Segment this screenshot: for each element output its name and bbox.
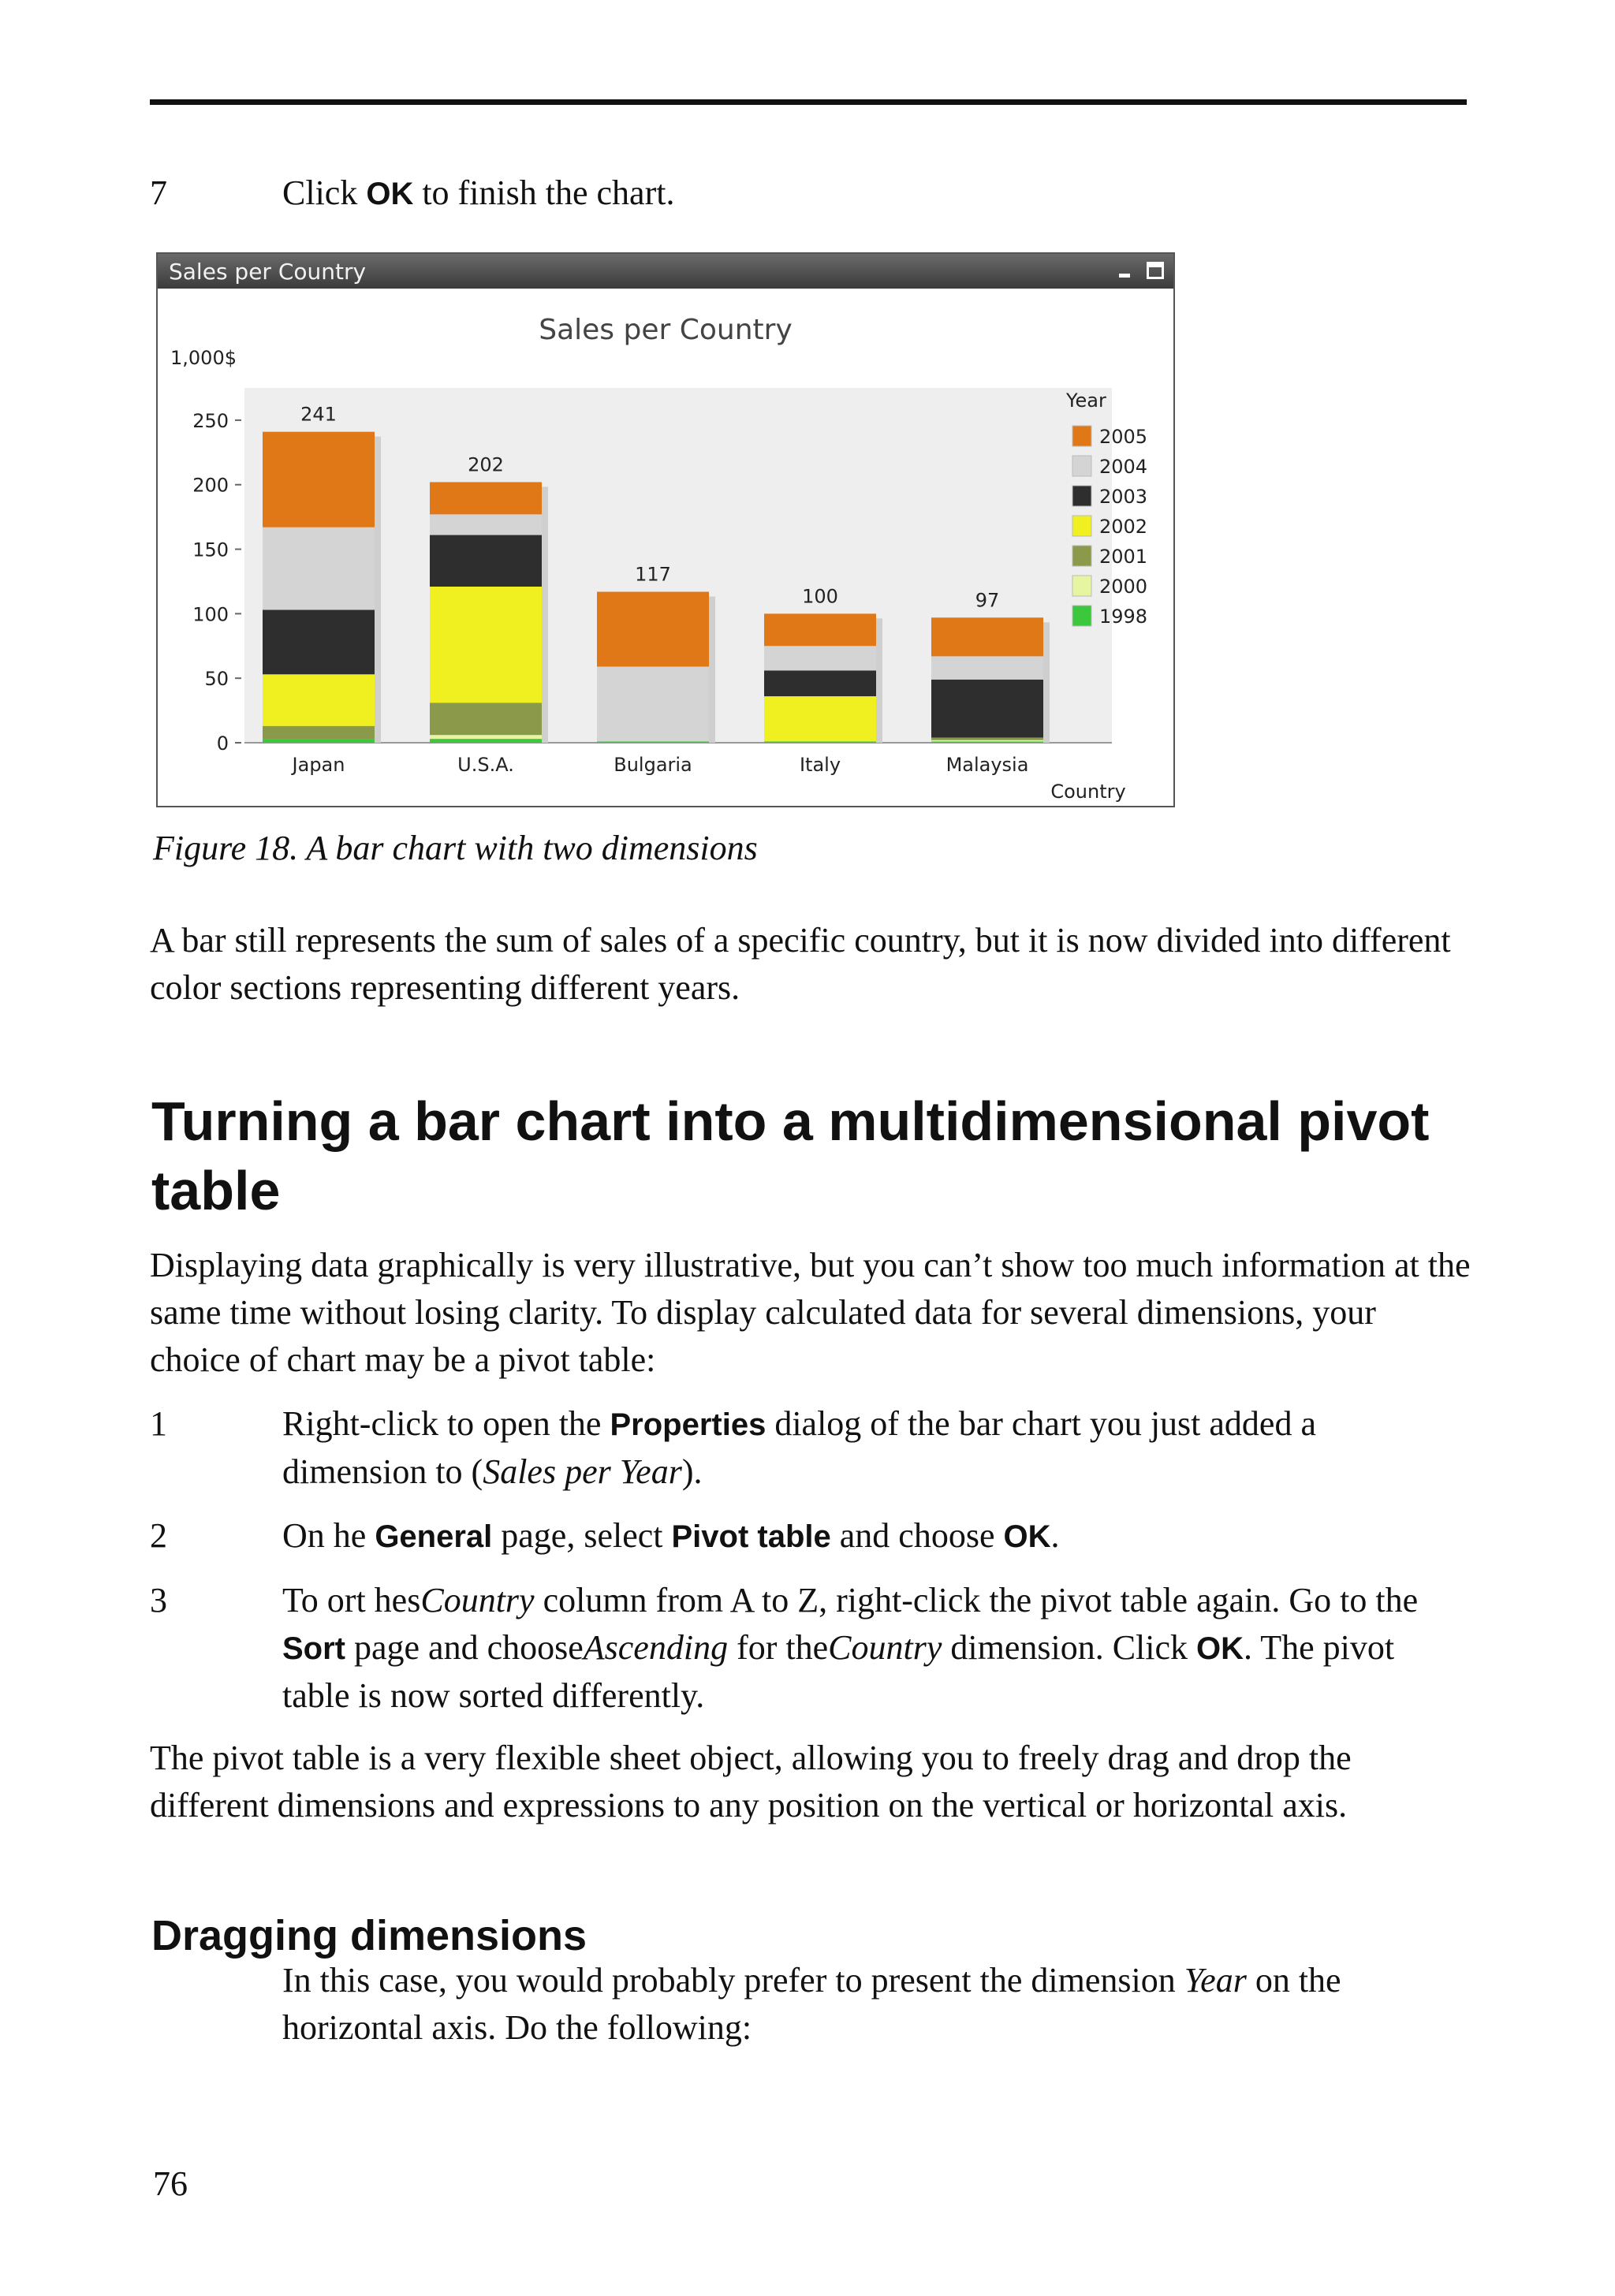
step-text <box>282 1512 1465 1560</box>
legend-label: 2000 <box>1099 576 1148 598</box>
step-text-c: page and choose <box>345 1628 584 1667</box>
bar-shadow <box>876 618 882 743</box>
ok-label: OK <box>366 177 414 211</box>
legend-label: 2002 <box>1099 516 1148 538</box>
bar-segment <box>764 670 876 696</box>
chart-title: Sales per Country <box>539 314 793 346</box>
bar-segment <box>931 656 1043 679</box>
bar-segment <box>764 741 876 743</box>
y-tick-label: 250 <box>192 409 229 432</box>
bar-segment <box>764 646 876 670</box>
bar-segment <box>430 535 542 587</box>
step-text-b: page, select <box>492 1516 672 1555</box>
step-text-f: . The pivot table is now sorted differently. <box>282 1628 1395 1715</box>
step-text-d: . <box>1050 1516 1060 1555</box>
step-text-c: and choose <box>830 1516 1004 1555</box>
step-number: 7 <box>150 173 167 212</box>
step-text-b: column from A to Z, right-click the pivot table again. Go to the <box>534 1581 1419 1620</box>
x-axis-title: Country <box>1050 781 1126 803</box>
legend-label: 2003 <box>1099 486 1148 508</box>
x-tick-label: U.S.A. <box>457 754 514 776</box>
bar-shadow <box>1043 622 1050 743</box>
subsection-title: Dragging dimensions <box>151 1912 587 1959</box>
bar-segment <box>931 740 1043 742</box>
bar-segment <box>430 703 542 735</box>
bar-shadow <box>375 437 381 743</box>
bar-segment <box>931 617 1043 656</box>
paragraph: A bar still represents the sum of sales of a specific country, but it is now divided into different color sections representing different years. <box>150 921 1451 1007</box>
bar-segment <box>931 680 1043 738</box>
bar-segment <box>430 482 542 514</box>
legend-label: 2005 <box>1099 426 1148 448</box>
step-text-b: to finish the chart. <box>413 173 675 212</box>
legend-swatch <box>1072 426 1091 446</box>
step-text-a: On he <box>282 1516 375 1555</box>
paragraph-text-b: on the horizontal axis. Do the following: <box>282 1961 1341 2047</box>
sort-label: Sort <box>282 1631 345 1666</box>
legend-swatch <box>1072 456 1091 476</box>
step-text-b: dialog of the bar chart you just added a dimension to ( <box>282 1404 1316 1491</box>
bar-shadow <box>542 486 548 743</box>
step-text-a: Right-click to open the <box>282 1404 610 1443</box>
pivot-table-label: Pivot table <box>671 1519 831 1554</box>
ok-label: OK <box>1196 1631 1244 1666</box>
data-label: 100 <box>802 585 838 608</box>
bar-segment <box>430 735 542 739</box>
data-label: 202 <box>468 453 504 476</box>
chart-window-title: Sales per Country <box>169 259 367 285</box>
x-tick-label: Bulgaria <box>614 754 692 776</box>
bar-segment <box>263 609 375 674</box>
legend-swatch <box>1072 576 1091 596</box>
page-number: 76 <box>153 2164 188 2203</box>
bar-segment <box>764 696 876 741</box>
step-text <box>282 1400 1465 1496</box>
legend-title: Year <box>1066 390 1106 412</box>
x-tick-label: Japan <box>292 754 345 776</box>
legend-label: 2001 <box>1099 546 1148 568</box>
legend-swatch <box>1072 516 1091 536</box>
italic-term: Ascending <box>583 1628 729 1667</box>
bar-segment <box>430 739 542 743</box>
bar-segment <box>931 737 1043 740</box>
legend-swatch <box>1072 486 1091 506</box>
bar-segment <box>263 739 375 743</box>
italic-term: Sales per Year <box>483 1452 682 1491</box>
step-number: 3 <box>150 1581 167 1620</box>
general-label: General <box>375 1519 493 1554</box>
y-tick-label: 100 <box>192 603 229 626</box>
legend-swatch <box>1072 546 1091 566</box>
y-tick-label: 150 <box>192 539 229 561</box>
data-label: 241 <box>300 403 337 426</box>
bar-segment <box>263 432 375 527</box>
data-label: 117 <box>635 563 671 586</box>
ok-label: OK <box>1003 1519 1051 1554</box>
step-text <box>282 170 1465 218</box>
bar-shadow <box>709 597 715 743</box>
bar-segment <box>597 666 709 741</box>
step-text-a: To ort hes <box>282 1581 421 1620</box>
bar-segment <box>430 514 542 535</box>
bar-segment <box>764 613 876 646</box>
legend-swatch <box>1072 606 1091 626</box>
x-tick-label: Italy <box>799 754 841 776</box>
y-tick-label: 200 <box>192 474 229 497</box>
paragraph: The pivot table is a very flexible sheet object, allowing you to freely drag and drop the different dimensions and expressions to any position on the vertical or horizontal axis. <box>150 1739 1352 1824</box>
step-text-d: for the <box>728 1628 829 1667</box>
legend-label: 2004 <box>1099 456 1148 478</box>
bar-segment <box>263 527 375 610</box>
y-tick-label: 0 <box>216 732 229 755</box>
legend-label: 1998 <box>1099 606 1148 628</box>
italic-term: Country <box>420 1581 535 1620</box>
step-text-c: ). <box>681 1452 703 1491</box>
data-label: 97 <box>975 589 1000 612</box>
step-text-a: Click <box>282 173 367 212</box>
bar-segment <box>931 741 1043 743</box>
figure-caption: Figure 18. A bar chart with two dimensions <box>153 829 758 867</box>
paragraph: Displaying data graphically is very illustrative, but you can’t show too much information at the same time without losing clarity. To display calculated data for several dimensions, your choice of chart may be a pivot table: <box>150 1246 1471 1379</box>
paragraph <box>282 1957 1465 2052</box>
chart-window[interactable] <box>156 252 1175 807</box>
step-number: 1 <box>150 1404 167 1443</box>
x-tick-label: Malaysia <box>946 754 1029 776</box>
bar-segment <box>430 587 542 703</box>
y-tick-label: 50 <box>204 668 229 691</box>
step-number: 2 <box>150 1516 167 1555</box>
properties-label: Properties <box>610 1407 766 1442</box>
paragraph-text-a: In this case, you would probably prefer to present the dimension <box>282 1961 1184 2000</box>
step-text <box>282 1577 1465 1720</box>
bar-segment <box>263 674 375 725</box>
step-text-e: dimension. Click <box>942 1628 1197 1667</box>
bar-chart <box>158 254 1173 806</box>
y-axis-label: 1,000$ <box>170 347 237 369</box>
bar-segment <box>263 726 375 739</box>
bar-segment <box>597 592 709 667</box>
italic-term: Year <box>1184 1961 1247 2000</box>
bar-segment <box>597 741 709 743</box>
section-title: Turning a bar chart into a multidimensional pivot table <box>151 1090 1430 1221</box>
italic-term: Country <box>828 1628 942 1667</box>
header-rule <box>150 99 1467 105</box>
